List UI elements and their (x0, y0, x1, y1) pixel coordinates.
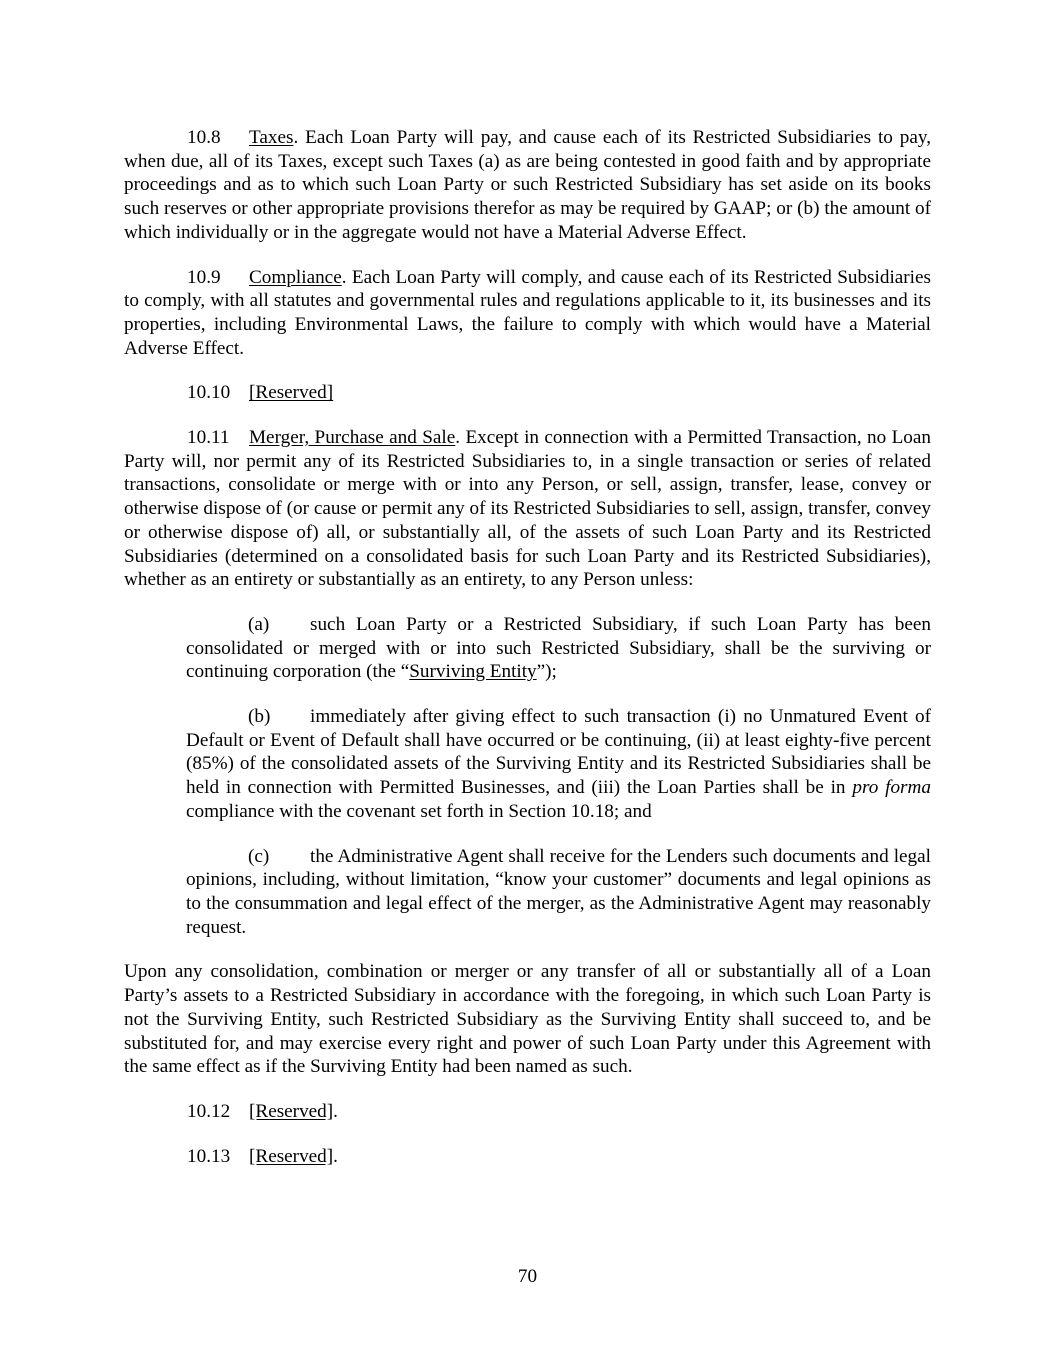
section-10-12 (124, 1100, 931, 1124)
clause-text-end: compliance with the covenant set forth in Section 10.18; and (186, 800, 652, 822)
section-10-13 (124, 1145, 931, 1169)
section-10-11 (124, 426, 931, 592)
clause-label: (a) (248, 613, 270, 635)
section-tail: . (333, 1100, 338, 1122)
section-number: 10.10 (187, 382, 231, 404)
section-10-8 (124, 126, 931, 245)
clause-label: (b) (248, 706, 271, 728)
section-number: 10.12 (187, 1100, 231, 1122)
italic-term: pro forma (852, 777, 931, 799)
clause-a (186, 613, 931, 684)
section-title: Merger, Purchase and Sale (249, 427, 456, 449)
clause-text: immediately after giving effect to such transaction (i) no Unmatured Event of Default or Event of Default shall have occurred or be continuing, (ii) at least eighty-five percent (85%) of the consolidated assets of the Surviving Entity and its Restricted Subsidiaries shall be held in connection with Permitted Businesses, and (iii) the Loan Parties shall be in (186, 706, 931, 799)
section-number: 10.13 (187, 1145, 231, 1167)
defined-term: Surviving Entity (409, 661, 537, 683)
section-title: [Reserved] (249, 1145, 334, 1167)
section-title: Compliance (249, 266, 342, 288)
clause-b (186, 705, 931, 824)
section-title: [Reserved] (249, 1100, 334, 1122)
clause-text: the Administrative Agent shall receive for the Lenders such documents and legal opinions, including, without limitation, “know your customer” documents and legal opinions as to the consummation and legal effect of the merger, as the Administrative Agent may reasonably request. (186, 845, 931, 938)
section-title: Taxes (249, 127, 294, 148)
section-title: [Reserved] (249, 382, 334, 404)
page-number: 70 (517, 1266, 538, 1287)
section-number: 10.11 (187, 427, 230, 449)
clause-label: (c) (248, 845, 270, 867)
section-10-10 (124, 381, 931, 405)
section-body: . Except in connection with a Permitted Transaction, no Loan Party will, nor permit any of its Restricted Subsidiaries to, in a single transaction or series of related transactions, consolidate or merge with or into any Person, or sell, assign, transfer, lease, convey or otherwise dispose of (or cause or permit any of its Restricted Subsidiaries to sell, assign, transfer, convey or otherwise dispose of) all, or substantially all, of the assets of such Loan Party and its Restricted Subsidiaries (determined on a consolidated basis for such Loan Party and its Restricted Subsidiaries), whether as an entirety or substantially as an entirety, to any Person unless: (124, 427, 931, 591)
clause-text-end: ”); (536, 661, 557, 683)
section-body: . Each Loan Party will comply, and cause each of its Restricted Subsidiaries to comply, with all statutes and governmental rules and regulations applicable to it, its businesses and its properties, including Environmental Laws, the failure to comply with which would have a Material Adverse Effect. (124, 266, 931, 359)
clause-text: such Loan Party or a Restricted Subsidiary, if such Loan Party has been consolidated or merged with or into such Restricted Subsidiary, shall be the surviving or continuing corporation (the “ (186, 613, 931, 683)
closing-paragraph: Upon any consolidation, combination or merger or any transfer of all or substantially all of a Loan Party’s assets to a Restricted Subsidiary in accordance with the foregoing, in which such Loan Party is not the Surviving Entity, such Restricted Subsidiary as the Surviving Entity shall succeed to, and be substituted for, and may exercise every right and power of such Loan Party under this Agreement with the same effect as if the Surviving Entity had been named as such. (124, 961, 931, 1078)
section-body: . Each Loan Party will pay, and cause each of its Restricted Subsidiaries to pay, when due, all of its Taxes, except such Taxes (a) as are being contested in good faith and by appropriate proceedings and as to which such Loan Party or such Restricted Subsidiary has set aside on its books such reserves or other appropriate provisions therefor as may be required by GAAP; or (b) the amount of which individually or in the aggregate would not have a Material Adverse Effect. (124, 127, 931, 243)
section-number: 10.9 (187, 266, 221, 288)
clause-c (186, 845, 931, 940)
section-tail: . (333, 1145, 338, 1167)
section-number: 10.8 (187, 127, 221, 148)
section-10-9 (124, 266, 931, 361)
page-content (124, 126, 931, 1189)
